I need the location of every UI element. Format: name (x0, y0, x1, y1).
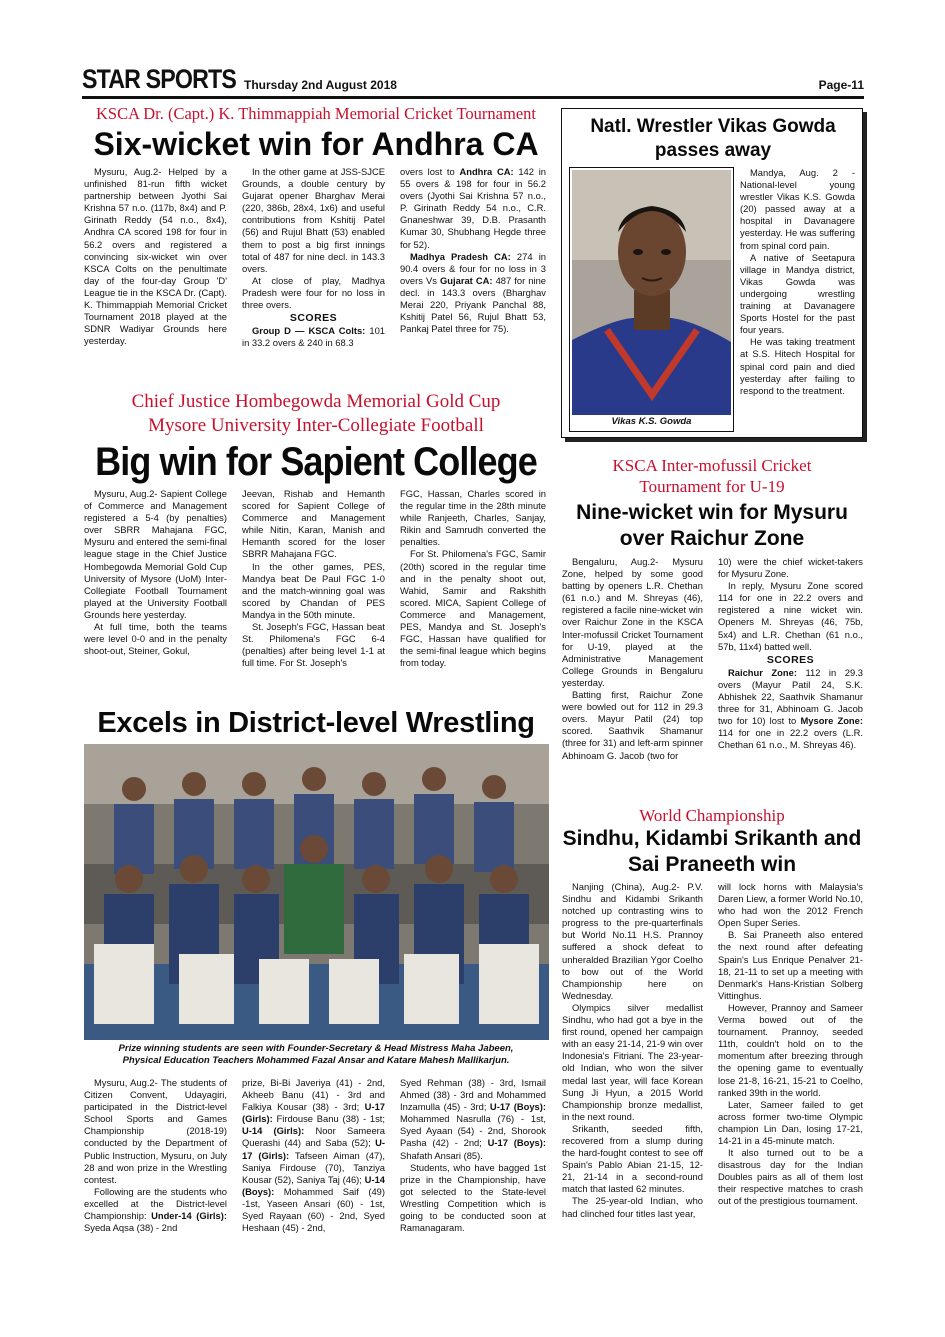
story3-column-3 (400, 488, 546, 669)
team-photo (84, 744, 549, 1040)
story3-column-1 (84, 488, 227, 657)
portrait-caption: Vikas K.S. Gowda (611, 416, 692, 427)
masthead (82, 64, 864, 100)
story4-col1-para1: Bengaluru, Aug.2- Mysuru Zone, helped by some good batting by openers L.R. Chethan (61 n.o.) and M. Shreyas (46), registered a facile nine-wicket win over Raichur Zone in the KSCA Inter-mofussil Cricket Tournament for U-19, played at the Administrative Management College Grounds in Bengaluru yesterday. (562, 556, 703, 688)
story6-col2-para5: It also turned out to be a disastrous day for the Indian Doubles pairs as all of them lost their respective matches to crash out of the prestigious tournament. (718, 1147, 863, 1207)
story6-col1-para2: Olympics silver medallist Sindhu, who had got a bye in the first round, opened her campaign with an easy 21-14, 21-9 win over Indonesia's Fitriani. The 23-year-old Indian, who won the silver medal last year, will face Korean Sung Ji Hyun, a 2015 World Championship bronze medallist, in the next round. (562, 1001, 703, 1122)
story4-column-2 (718, 556, 863, 752)
story6-col1-para1: Nanjing (China), Aug.2- P.V. Sindhu and Kidambi Srikanth notched up contrasting wins to progress to the pre-quarterfinals but World No.11 H.S. Prannoy suffered a shock defeat to unheralded Brazilian Ygor Coelho to bow out of the World Championship here on Wednesday. (562, 881, 703, 1001)
obituary-box (561, 108, 863, 438)
story5-col1-para2: Following are the students who excelled at the District-level Championship: Under-14 (Girls): Syeda Aqsa (38) - 2nd (84, 1185, 227, 1234)
story6-col2-para4: Later, Sameer failed to get across former two-time Olympic champion Lin Dan, losing 17-21, 14-21 in a 45-minute match. (718, 1098, 863, 1146)
story1-col1-text: Mysuru, Aug.2- Helped by a unfinished 81-run fifth wicket partnership between Jyothi Sai Krishna 57 n.o. (117b, 8x4) and P. Girinath Reddy (54 n.o., 8x4), Andhra CA scored 198 for four in 56.2 overs and registered a convincing six-wicket win over KSCA Colts on the penultimate day of the four-day Group 'D' League tie in the KSCA Dr. (Capt). K. Thimmappiah Memorial Cricket Tournament 2018 played at the SDNR Wadiyar Grounds here yesterday. (84, 166, 227, 347)
story4-col2-scores: Raichur Zone: 112 in 29.3 overs (Mayur Patil 24, S.K. Abhishek 22, Saathvik Shamanur three for 31, Abhinoam G. Jacob two for 10) lost to Mysore Zone: 114 for one in 22.2 overs (L.R. Chethan 61 n.o., M. Shreyas 46). (718, 666, 863, 751)
team-photo-caption-line2: Physical Education Teachers Mohammed Fazal Ansar and Katare Mahesh Mallikarjun. (122, 1055, 510, 1066)
story6-col2-para1: will lock horns with Malaysia's Daren Liew, a former World No.10, who had won the 2012 French Open Super Series. (718, 881, 863, 929)
story3-kicker-2: Mysore University Inter-Collegiate Football (148, 415, 484, 436)
story1-column-1 (84, 166, 227, 347)
story5-column-2 (242, 1077, 385, 1234)
story6-col1-para3: Srikanth, seeded fifth, recovered from a slump during the hard-fought contest to see off Spain's Pablo Abian 21-15, 12-21, 21-14 in a second-round match that lasted 62 minutes. (562, 1122, 703, 1195)
story4-col2-para1: 10) were the chief wicket-takers for Mysuru Zone. (718, 556, 863, 580)
story4-column-1 (562, 556, 703, 762)
story5-col1-para1: Mysuru, Aug.2- The students of Citizen Convent, Udayagiri, participated in the District-level School Sports and Games Championship (2018-19) conducted by the Department of Public Instruction, Mysuru, on July 28 and won prize in the Wrestling contest. (84, 1077, 227, 1185)
story4-col2-para2: In reply, Mysuru Zone scored 114 for one in 22.2 overs and registered a nine wicket win. Openers M. Shreyas (46, 75b, 5x4) and L.R. Chethan (61 n.o., 57b, 11x4) batted well. (718, 580, 863, 652)
story4-scores-label: SCORES (766, 653, 815, 666)
story1-column-2 (242, 166, 385, 349)
story3-col3-para1: FGC, Hassan, Charles scored in the regular time in the 28th minute while Ranjeeth, Charles, Sanjay, Rikin and Samrudh converted the penalties. (400, 488, 546, 548)
portrait-frame (569, 167, 734, 432)
story6-column-2 (718, 881, 863, 1208)
story1-scores-label: SCORES (289, 312, 338, 325)
story1-col3-para2: Madhya Pradesh CA: 274 in 90.4 overs & four for no loss in 3 overs Vs Gujarat CA: 487 for nine decl. in 143.3 overs (Bharghav Merai 220, Priyank Panchal 88, Kshitij Patel 56, Rujul Bhatt 53, Pankaj Patel three for 75). (400, 250, 547, 335)
story6-headline: Sindhu, Kidambi Srikanth and Sai Praneeth win (562, 827, 862, 876)
story3-col3-para2: For St. Philomena's FGC, Samir (20th) scored in the regular time and in the penalty shoot out, Wahid, Samir and Rakshith scored. MICA, Sapient College of Commerce and Management, PES, Mandya and St. Joseph's FGC, Hassan have qualified for the semi-final league which begins from today. (400, 548, 546, 669)
story2-body (740, 167, 855, 397)
story4-kicker-1: KSCA Inter-mofussil Cricket (612, 456, 812, 475)
story1-kicker: KSCA Dr. (Capt.) K. Thimmappiah Memorial Cricket Tournament (95, 104, 536, 123)
team-photo-caption (82, 1043, 550, 1067)
story6-col2-para3: However, Prannoy and Sameer Verma bowed out of the tournament. Prannoy, seeded 11th, couldn't hold on to the momentum after breezing through the opening game to eventually lose 21-8, 16-21, 15-21 to Coelho, ranked 39th in the world. (718, 1001, 863, 1098)
story5-column-3 (400, 1077, 546, 1234)
story2-para1: Mandya, Aug. 2 - National-level young wrestler Vikas K.S. Gowda (20) passed away at a hospital in Davanagere yesterday. He was suffering from spinal cord pain. (740, 167, 855, 251)
story5-column-1 (84, 1077, 227, 1234)
page-number: Page-11 (818, 78, 864, 92)
story3-column-2 (242, 488, 385, 669)
story2-para3: He was taking treatment at S.S. Hitech Hospital for spinal cord pain and died yesterday after failing to respond to the treatment. (740, 336, 855, 396)
story3-kicker-1: Chief Justice Hombegowda Memorial Gold Cup (131, 391, 501, 412)
issue-date: Thursday 2nd August 2018 (244, 78, 397, 92)
story1-col2-para1: In the other game at JSS-SJCE Grounds, a double century by Gujarat opener Bharghav Merai (220, 386b, 28x4, 1x6) and useful contributions from Kshitij Patel (56) and Rujul Bhatt (53) enabled them to post a big first innings total of 487 for nine decl. in 143.3 overs. (242, 166, 385, 274)
story3-headline: Big win for Sapient College (95, 440, 537, 484)
story2-para2: A native of Seetapura village in Mandya district, Vikas Gowda was undergoing wrestling training at Davanagere Sports Hostel for the past four years. (740, 251, 855, 336)
story1-column-3 (400, 166, 546, 335)
section-title: STAR SPORTS (82, 64, 236, 94)
story6-col1-para4: The 25-year-old Indian, who had clinched four titles last year, (562, 1195, 703, 1219)
story3-col2-para3: St. Joseph's FGC, Hassan beat St. Philomena's FGC 6-4 (penalties) after being level 1-1 at full time. For St. Joseph's (242, 621, 385, 669)
story1-col2-para2: At close of play, Madhya Pradesh were four for no loss in three overs. (242, 274, 385, 311)
story1-col3-para1: overs lost to Andhra CA: 142 in 55 overs & 198 for four in 56.2 overs (Jyothi Sai Krishna 57 n.o., P. Girinath Reddy 54 n.o., C.R. Gnaneshwar 39, D.B. Prasanth Kumar 30, Shubhang Hegde three for 52). (400, 166, 546, 250)
portrait-photo (572, 170, 731, 415)
story1-col2-scores: Group D — KSCA Colts: 101 in 33.2 overs & 240 in 68.3 (242, 325, 385, 349)
story4-headline: Nine-wicket win for Mysuru over Raichur Zone (576, 501, 848, 550)
story5-col3-para2: Students, who have bagged 1st prize in the Championship, have got selected to the State-level Wrestling Competition which is going to be conducted soon at Ramanagaram. (400, 1161, 546, 1234)
story5-col2-text: prize, Bi-Bi Javeriya (41) - 2nd, Akheeb Banu (41) - 3rd and Falkiya Kousar (38) - 3rd; U-17 (Girls): Firdouse Banu (38) - 1st; U-14 (Girls): Noor Sameera Querashi (44) and Saba (52); U- 17 (Girls): Tafseen Aiman (47), Saniya Firdouse (70), Tanziya Kousar (52), Saniya Taj (46); U-14 (Boys): Mohammed Saif (49) -1st, Yaseen Ansari (60) - 1st, Syed Rayaan (60) - 2nd, Syed Heshaan (45) - 2nd, (242, 1077, 386, 1234)
story6-column-1 (562, 881, 703, 1220)
story6-col2-para2: B. Sai Praneeth also entered the next round after defeating Spain's Lus Enrique Penalver 21-18, 21-11 to set up a meeting with Denmark's Hans-Kristian Solberg Vittinghus. (718, 929, 863, 1001)
story3-col1-para2: At full time, both the teams were level 0-0 and in the penalty shoot-out, Steiner, Gokul, (84, 621, 227, 657)
story3-col2-para2: In the other games, PES, Mandya beat De Paul FGC 1-0 and the match-winning goal was scored by Chandan of PES Mandya in the 50th minute. (242, 560, 385, 620)
story4-col1-para2: Batting first, Raichur Zone were bowled out for 112 in 29.3 overs. Mayur Patil (24) top scored. Saathvik Shamanur (three for 31) and left-arm spinner Abhinoam G. Jacob (two for (562, 689, 703, 761)
story6-kicker: World Championship (639, 806, 785, 825)
story3-col2-para1: Jeevan, Rishab and Hemanth scored for Sapient College of Commerce and Management while Nitin, Karan, Manish and Hemanth scored for the loser SBRR Mahajana FGC. (242, 488, 385, 560)
story1-headline: Six-wicket win for Andhra CA (93, 126, 539, 162)
story2-headline: Natl. Wrestler Vikas Gowda passes away (590, 116, 836, 161)
story5-headline: Excels in District-level Wrestling (97, 707, 535, 739)
story4-kicker-2: Tournament for U-19 (639, 477, 785, 496)
team-photo-caption-line1: Prize winning students are seen with Founder-Secretary & Head Mistress Maha Jabeen, (118, 1043, 514, 1054)
header-rule (82, 96, 864, 99)
story5-col3-text: Syed Rehman (38) - 3rd, Ismail Ahmed (38) - 3rd and Mohammed Inzamulla (45) - 3rd; U-17 (Boys): Mohammed Nasrulla (76) - 1st, Syed Ayaan (54) - 2nd, Shorook Pasha (42) - 2nd; U-17 (Boys): Shafath Ansari (85). (400, 1077, 547, 1161)
story3-col1-para1: Mysuru, Aug.2- Sapient College of Commerce and Management registered a 5-4 (by penalties) over SBRR Mahajana FGC, Mysuru and entered the semi-final league stage in the Chief Justice Hombegowda Memorial Gold Cup University of Mysore (UoM) Inter-Collegiate Football Tournament played at the University Football Grounds here yesterday. (84, 488, 227, 620)
